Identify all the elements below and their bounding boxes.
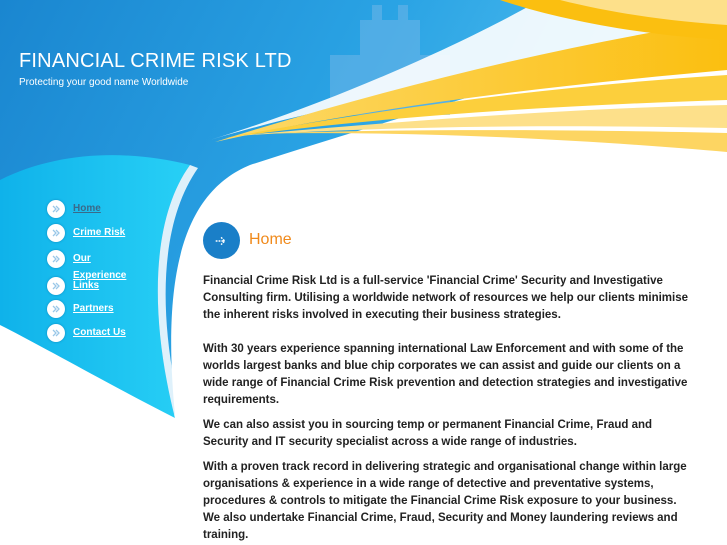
arrow-bullet-icon — [47, 300, 65, 318]
content-paragraph: Financial Crime Risk Ltd is a full-service 'Financial Crime' Security and Investigative Consulting firm. Utilising a worldwide network of resources we help our clients minimise the inherent risks involved in executing their business strategies. — [203, 275, 688, 321]
site-title: FINANCIAL CRIME RISK LTD — [19, 50, 292, 72]
nav-item-partners[interactable] — [47, 300, 143, 318]
arrow-bullet-icon — [47, 277, 65, 295]
site-tagline: Protecting your good name Worldwide — [19, 77, 189, 88]
nav-item-home[interactable] — [47, 200, 143, 218]
nav-label[interactable]: Our Experience — [73, 253, 127, 281]
content-paragraph: We can also assist you in sourcing temp or permanent Financial Crime, Fraud and Security and IT security specialist across a wide range of industries. — [203, 419, 653, 448]
nav-item-crime-risk[interactable] — [47, 224, 143, 242]
arrow-bullet-icon — [47, 250, 65, 268]
arrow-bullet-icon — [47, 324, 65, 342]
nav-item-contact-us[interactable] — [47, 324, 143, 342]
nav-label[interactable]: Links — [73, 280, 100, 291]
arrow-bullet-icon — [47, 200, 65, 218]
page-heading: Home — [249, 231, 292, 248]
nav-label[interactable]: Contact Us — [73, 327, 126, 338]
arrow-circle-icon — [203, 222, 240, 259]
nav-item-links[interactable] — [47, 277, 143, 295]
content-paragraph: With a proven track record in delivering strategic and organisational change within large organisations & experience in a wide range of detective and preventative systems, procedures & controls to mitigate the Financial Crime Risk exposure to your business. We also undertake Financial Crime, Fraud, Security and Money laundering reviews and training. — [203, 461, 687, 541]
nav-label[interactable]: Partners — [73, 303, 114, 314]
nav-label[interactable]: Crime Risk — [73, 227, 126, 238]
arrow-bullet-icon — [47, 224, 65, 242]
content-paragraph: With 30 years experience spanning international Law Enforcement and with some of the worlds largest banks and blue chip corporates we can assist and guide our clients on a wide range of Financial Crime Risk prevention and detection strategies and investigative requirements. — [203, 343, 688, 406]
nav-label[interactable]: Home — [73, 203, 101, 214]
